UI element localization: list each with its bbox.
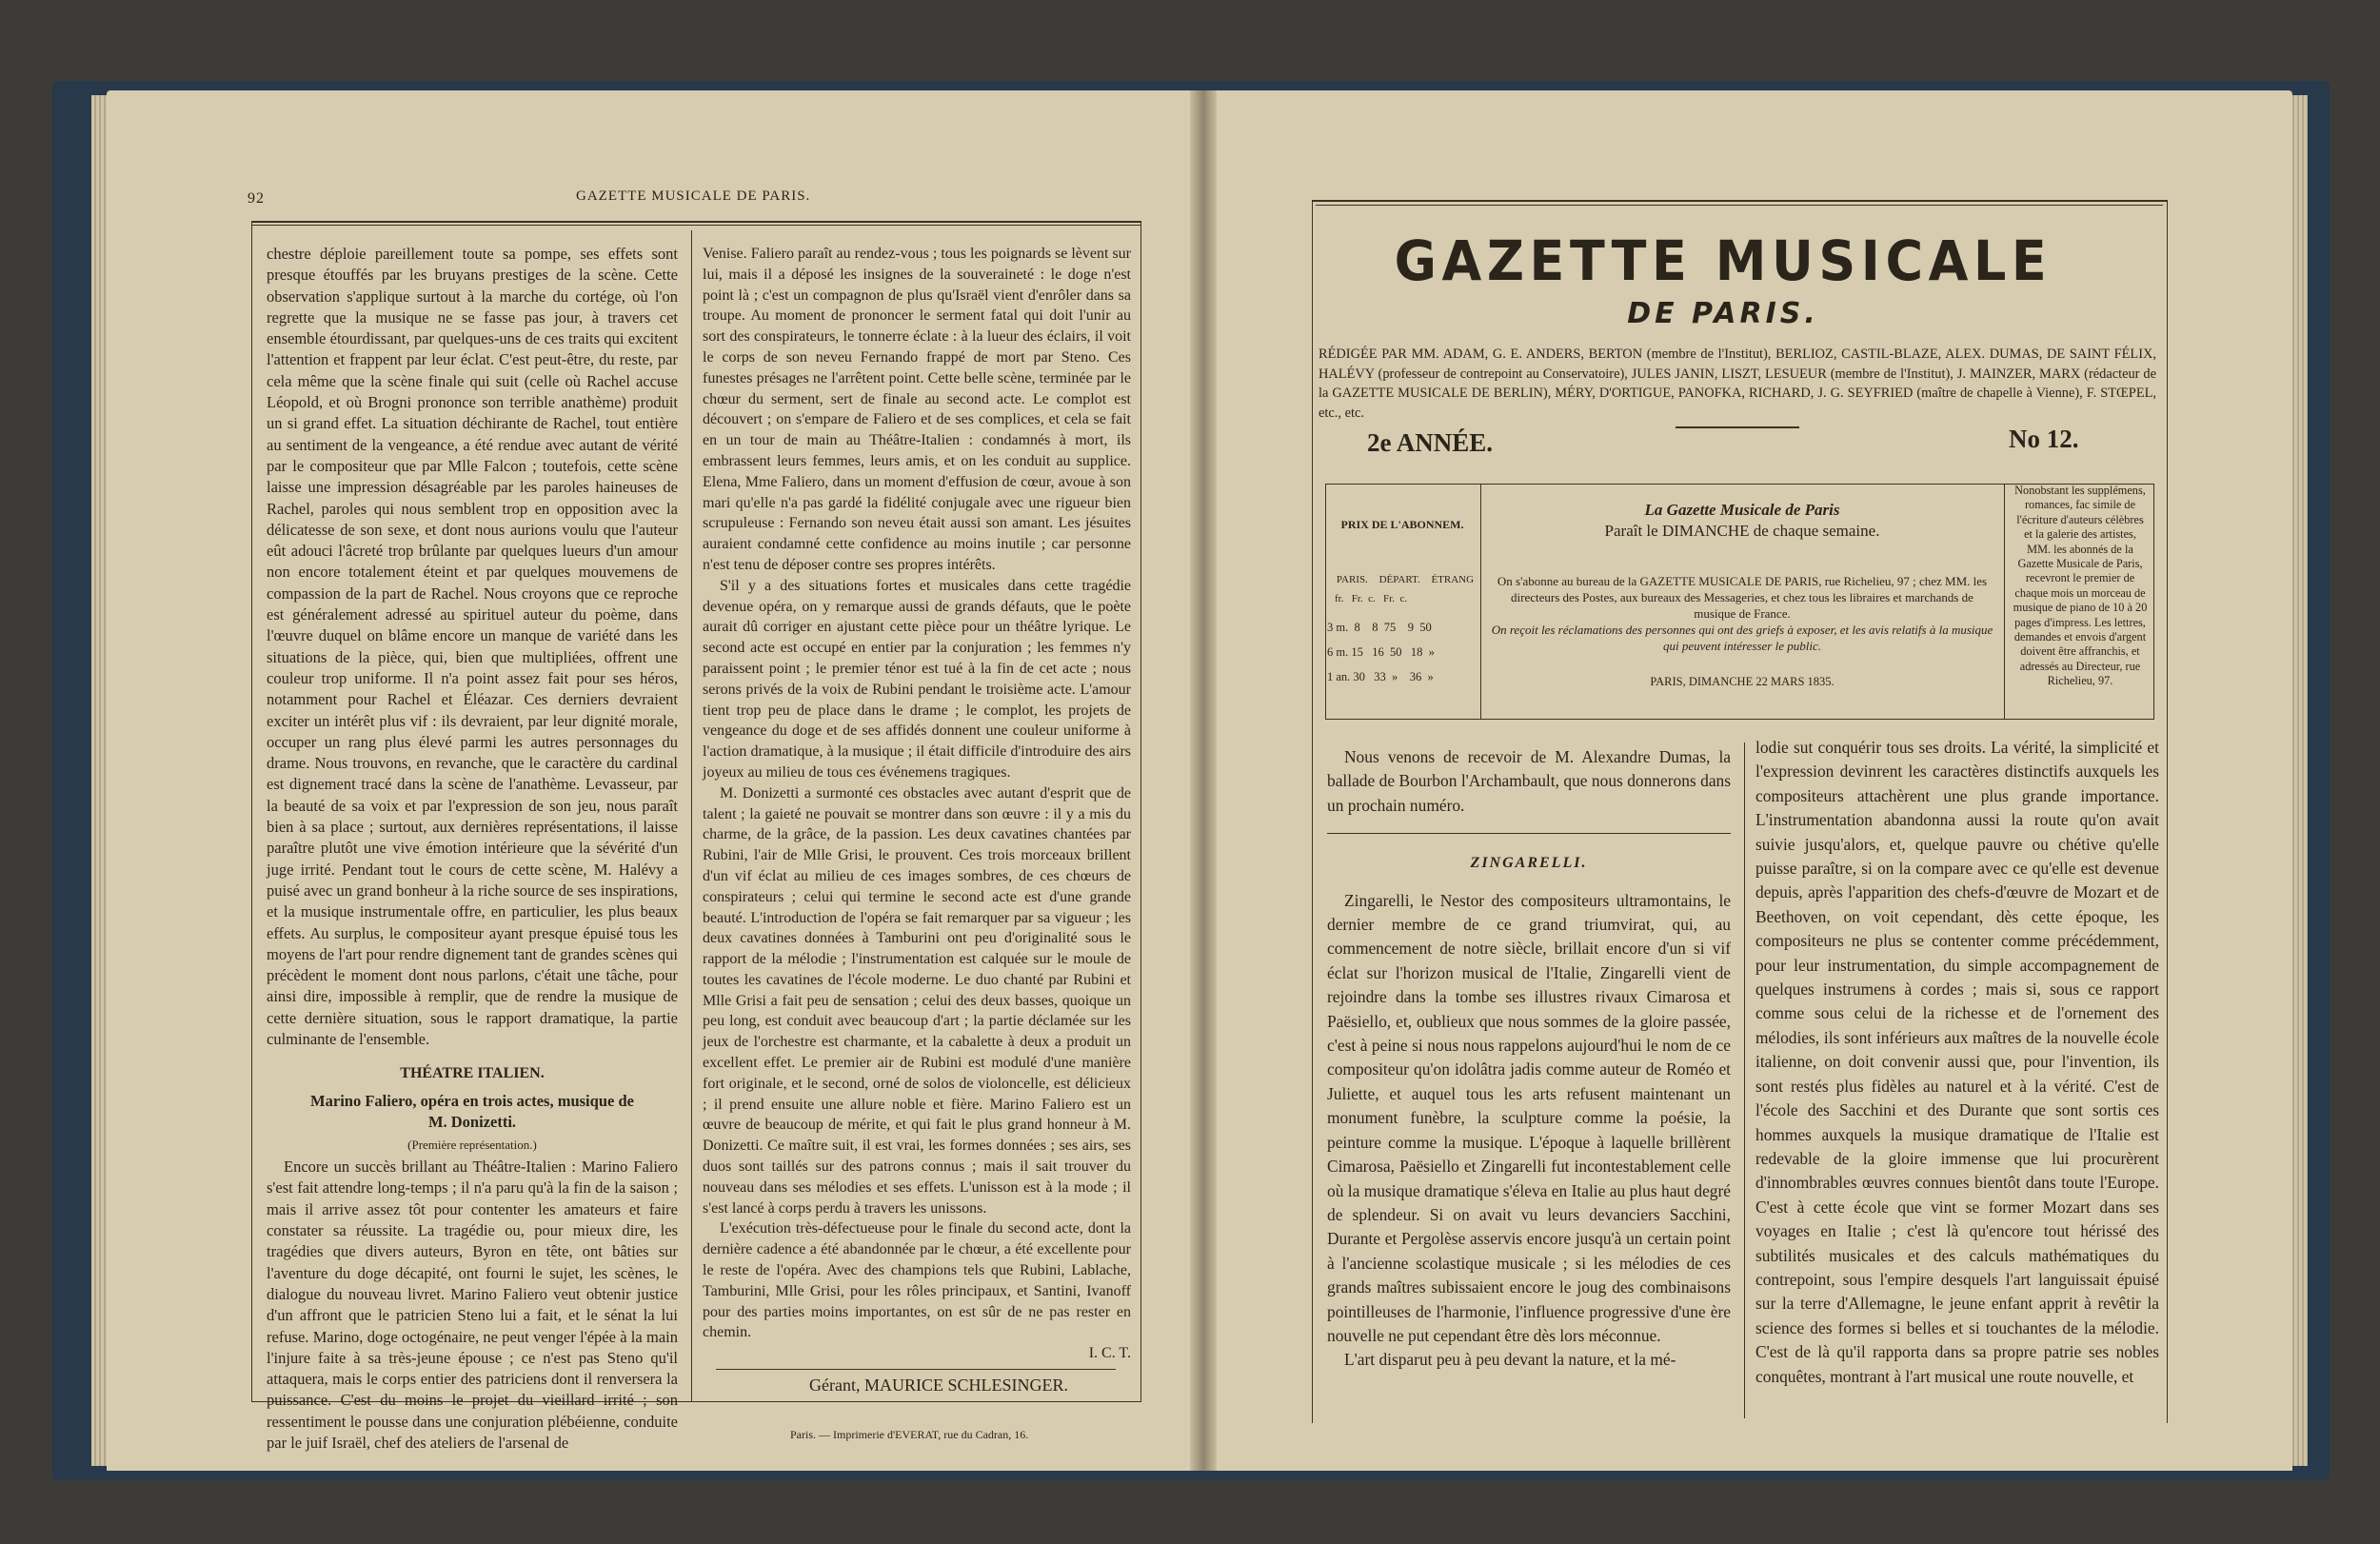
- issue-number: No 12.: [2009, 425, 2079, 453]
- mast-frame-top: [1312, 200, 2167, 202]
- paragraph: Encore un succès brillant au Théâtre-Italien : Marino Faliero s'est fait attendre long-temps ; il n'a paru qu'à la fin de la saison ; mais il arrive assez tôt pour contenter les amateurs et faire constater sa réussite. La tragédie ou, pour mieux dire, les tragédies que divers auteurs, Byron en tête, ont bâties sur l'aventure du doge décapité, ont fourni le sujet, les scènes, le dialogue du nouveau livret. Marino Faliero veut obtenir justice d'un affront que le patricien Steno lui a fait, et le sénat la lui refuse. Marino, doge octogénaire, ne peut venger l'épée à la main l'injure faite à sa très-jeune épouse ; ce n'est pas Steno qu'il attaquera, mais le corps entier des patriciens dont il renversera la puissance. C'est du moins le projet du vieillard irrité ; son ressentiment le pousse dans une conjuration plébéienne, conduite par le juif Israël, chef des ateliers de l'arsenal de: [267, 1158, 678, 1453]
- right-frame-right: [2167, 200, 2168, 1423]
- top-frame-rule-thin: [251, 225, 1141, 226]
- article-note: (Première représentation.): [407, 1138, 537, 1153]
- paragraph: S'il y a des situations fortes et musicales dans cette tragédie devenue opéra, on y remarque aussi de grands défauts, que le poète aurait dû corriger en ajustant cette pièce pour un théâtre lyrique. Le second acte est occupé en entier par la conjuration ; les femmes n'y paraissent point ; le premier ténor est tué à la fin de cet acte ; nous serons privés de la voix de Rubini pendant le troisième acte. L'amour tient trop peu de place dans le drame ; le complot, les projets de vengeance du doge et de ses affidés donnent une couleur uniforme à l'action dramatique, à la musique ; il était difficile d'introduire des airs joyeux au milieu de tous ces événemens tragiques.: [703, 577, 1131, 781]
- issue-date: PARIS, DIMANCHE 22 MARS 1835.: [1650, 675, 1835, 688]
- gerant-line: Gérant, MAURICE SCHLESINGER.: [809, 1376, 1068, 1395]
- running-title: GAZETTE MUSICALE DE PARIS.: [576, 188, 811, 204]
- editors-list: RÉDIGÉE PAR MM. ADAM, G. E. ANDERS, BERTON (membre de l'Institut), BERLIOZ, CASTIL-BLAZE, ALEX. DUMAS, DE SAINT FÉLIX, HALÉVY (professeur de contrepoint au Conservatoire), JULES JANIN, LISZT, LESUEUR (membre de l'Institut), J. MAINZER, MARX (rédacteur de la GAZETTE MUSICALE DE BERLIN), MÉRY, D'ORTIGUE, PANOFKA, RICHARD, J. G. SEYFRIED (maître de chapelle à Vienne), F. STŒPEL, etc., etc.: [1319, 346, 2156, 421]
- price-units: fr. Fr. c. Fr. c.: [1335, 593, 1408, 604]
- price-col-depart: DÉPART.: [1378, 574, 1420, 585]
- signature: I. C. T.: [1088, 1345, 1131, 1362]
- paragraph: M. Donizetti a surmonté ces obstacles avec autant d'esprit que de talent ; la gaieté ne pouvait se montrer dans son œuvre : il y a mis du charme, de la grâce, de la passion. Les deux cavatines chantées par Rubini, l'air de Mlle Grisi, le prouvent. Ces trois morceaux brillent d'un vif éclat au milieu de ces images sombres, de ces chœurs de conspirateurs ; celui qui termine le second acte est d'une grande beauté. L'introduction de l'opéra se fait remarquer par sa vigueur ; les deux cavatines données à Tamburini ont peu d'originalité sous le rapport de la mélodie ; l'instrumentation est calquée sur le moule de toutes les cavatines de l'école moderne. Le duo chanté par Rubini et Mlle Grisi a fait peu de sensation ; celui des deux basses, quoique un peu long, est conduit avec beaucoup d'art ; la partie déclamée sur les jeux de l'orchestre est charmante, et la cabalette à deux a produit un excellent effet. Le premier air de Rubini est modulé d'une manière fort originale, et le second, orné de solos de violoncelle, est délicieux ; il prend ensuite une allure noble et fière. Marino Faliero est un œuvre de beaucoup de mérite, et qui fait le plus grand honneur à M. Donizetti. Ce maître suit, il est vrai, les formes données ; ses airs, ses duos sont taillés sur des patrons connus ; mais il sait trouver du nouveau dans ses mélodies et ses effets. L'unisson est à la mode ; il s'est lancé à corps perdu à travers les unissons.: [703, 784, 1131, 1217]
- right-column-divider: [1744, 742, 1745, 1418]
- right-frame-left: [1312, 200, 1313, 1423]
- price-row: 1 an. 30 33 » 36 »: [1327, 670, 1434, 683]
- left-col-2: [703, 244, 1131, 1364]
- side-note: Nonobstant les supplémens, romances, fac simile de l'écriture d'auteurs célèbres et la galerie des artistes, MM. les abonnés de la Gazette Musicale de Paris, recevront le premier de chaque mois un morceau de musique de piano de 10 à 20 pages d'impress. Les lettres, demandes et envois d'argent doivent être affranchis, et adressés au Directeur, rue Richelieu, 97.: [2013, 484, 2148, 688]
- info-box-left: [1325, 484, 1326, 720]
- info-box-bottom: [1325, 719, 2153, 720]
- price-heading: PRIX DE L'ABONNEM.: [1340, 518, 1464, 531]
- paragraph: L'art disparut peu à peu devant la nature, et la mé-: [1344, 1350, 1676, 1370]
- right-col-1: [1327, 745, 1731, 1373]
- frame-right: [1140, 221, 1141, 1401]
- article-title-2: M. Donizetti.: [427, 1112, 517, 1131]
- zingarelli-heading: ZINGARELLI.: [1470, 855, 1588, 872]
- price-columns: [1331, 567, 1479, 592]
- paragraph: L'exécution très-défectueuse pour le finale du second acte, dont la dernière cadence a été abandonnée par le chœur, a été excellente pour le reste de l'opéra. Avec des champions tels que Rubini, Lablache, Tamburini, Mlle Grisi, pour les rôles principaux, et Santini, Ivanoff pour des parties moins importantes, on est sûr de ne pas rester en chemin.: [703, 1220, 1131, 1341]
- paragraph: lodie sut conquérir tous ses droits. La vérité, la simplicité et l'expression devinrent les caractères distinctifs auxquels les compositeurs attachèrent une plus grande importance. L'instrumentation abandonna aussi la route qu'on avait suivie jusqu'alors, et, quelque pauvre ou chétive qu'elle puisse paraître, si on la compare avec ce qu'elle est devenue depuis, après l'apparition des chefs-d'œuvre de Mozart et de Beethoven, on voit cependant, dès cette époque, les compositeurs ne plus se contenter comme précédemment, pour leur instrumentation, du simple accompagnement de quelques instrumens à cordes ; mais si, sous ce rapport comme sous celui de la richesse et de l'ornement des mélodies, ils sont inférieurs aux maîtres de la nouvelle école italienne, on doit convenir aussi que, pour l'invention, ils sont restés plus fidèles au naturel et à la vérité. C'est de l'école des Sacchini et des Durante que sont sortis ces hommes auxquels la musique dramatique de l'Italie est redevable de la gloire immense que lui procurèrent d'innombrables œuvres connues bientôt dans toute l'Europe. C'est à cette école que vint se former Mozart dans ses voyages en Italie ; c'est là qu'encore tout hérissé des subtilités musicales et des calculs mathématiques du contrepoint, sous l'empire desquels l'art languissait épuisé sur la terre d'Allemagne, le jeune enfant apprit à revêtir la science des formes si belles et si touchantes de la mélodie. C'est de là qu'il rapporta dans sa propre patrie ses nobles conquêtes, montrant à l'art musical une route nouvelle, et: [1755, 738, 2159, 1386]
- column-divider: [691, 230, 692, 1401]
- price-row: 3 m. 8 8 75 9 50: [1327, 621, 1432, 634]
- info-box-right: [2153, 484, 2154, 720]
- subscribe-info: On s'abonne au bureau de la GAZETTE MUSICALE DE PARIS, rue Richelieu, 97 ; chez MM. les directeurs des Postes, aux bureaux des Messageries, et chez tous les libraires et marchands de musique de France.: [1497, 574, 1988, 621]
- article-title: Marino Faliero, opéra en trois actes, musique de: [310, 1091, 634, 1110]
- frame-left: [251, 221, 252, 1401]
- info-center: [1490, 501, 1994, 689]
- masthead-title: GAZETTE MUSICALE: [1394, 228, 2053, 293]
- info-box-divider-2: [2004, 484, 2005, 720]
- price-row: 6 m. 15 16 50 18 »: [1327, 645, 1435, 659]
- book-gutter: [1190, 90, 1217, 1471]
- reclamations-info: On reçoit les réclamations des personnes qui ont des griefs à exposer, et les avis relatifs à la musique qui peuvent intéresser le public.: [1491, 623, 1993, 653]
- gerant-rule: [716, 1369, 1116, 1370]
- year-label: 2e ANNÉE.: [1367, 428, 1494, 457]
- mast-frame-top-inner: [1316, 205, 2163, 206]
- price-col-paris: PARIS.: [1336, 574, 1368, 585]
- section-heading: THÉATRE ITALIEN.: [400, 1065, 545, 1082]
- notice-rule: [1327, 833, 1731, 834]
- publish-day: Paraît le DIMANCHE de chaque semaine.: [1604, 522, 1880, 540]
- page-number: 92: [248, 190, 265, 207]
- imprint: Paris. — Imprimerie d'EVERAT, rue du Cadran, 16.: [790, 1428, 1029, 1441]
- paragraph: Venise. Faliero paraît au rendez-vous ; tous les poignards se lèvent sur lui, mais il a déposé les insignes de la souveraineté : le doge n'est point là ; c'est un compagnon de plus qu'Israël vient d'enrôler dans sa troupe. Au moment de prononcer le serment fatal qui doit l'unir au sort des conspirateurs, le tonnerre éclate : à la lueur des éclairs, il voit le corps de son neveu Fernando frappé de mort par Steno. Ces funestes présages ne l'arrêtent point. Cette belle scène, terminée par le chœur du serment, sert de finale au second acte. Le complot est découvert ; on s'empare de Faliero et de ses complices, et cela se fait en un tour de main au Théâtre-Italien : condamnés à mort, ils embrassent leurs femmes, leurs amis, et on les conduit au supplice. Elena, Mme Faliero, dans un moment d'effusion de cœur, avoue à son mari qu'elle n'a pas gardé la fidélité conjugale avec une rigueur bien scrupuleuse : Fernando son neveu était aussi son amant. Les jésuites auraient condamné cette confidence au moins inutile ; car personne n'est tenu de déposer contre ses propres intérêts.: [703, 246, 1131, 573]
- masthead-subtitle: DE PARIS.: [1627, 297, 1819, 330]
- info-box-divider-1: [1480, 484, 1481, 720]
- notice: Nous venons de recevoir de M. Alexandre Dumas, la ballade de Bourbon l'Archambault, que nous donnerons dans un prochain numéro.: [1327, 747, 1731, 815]
- left-col-1: [267, 244, 678, 1454]
- paragraph: chestre déploie pareillement toute sa pompe, ses effets sont presque étouffés par les bruyans prestiges de la scène. Cette observation s'applique surtout à la marche du cortége, où l'on regrette que la musique ne se fasse pas jour, à travers cet ensemble étourdissant, par quelques-uns de ces traits qui excitent l'attention et frappent par leur éclat. C'est peut-être, du reste, par cela même que la scène finale qui suit (celle où Rachel accuse Léopold, et où Brogni prononce son terrible anathème) produit un si grand effet. La situation déchirante de Rachel, tout entière au sentiment de la vengeance, a été rendue avec autant de vérité par le compositeur que par Mlle Falcon ; toutefois, cette scène laisse une impression désagréable par les paroles haineuses de Rachel, paroles qui nous semblent trop en opposition avec la délicatesse de son sexe, et dont nous aurions voulu que l'auteur eût adouci l'âcreté trop brûlante par quelques lueurs d'un amour non encore totalement éteint et par quelques mouvemens de compassion de la part de Rachel. Nous croyons que ce reproche est généralement adressé au spirituel auteur du poème, dans l'œuvre duquel on blâme encore un manque de variété dans les situations de la pièce, qui, bien que multipliées, offrent une couleur trop uniforme. Il n'a point assez fait pour ses héros, notamment pour Rachel et Éléazar. Ces derniers devraient exciter un intérêt plus vif : ils devraient, par leur dignité morale, occuper un rang plus élevé parmi les autres personnages du drame. Nous trouvons, en revanche, que le caractère du cardinal est dignement tracé dans la scène de l'anathème. Levasseur, par la beauté de sa voix et par l'expression de son jeu, nous paraît bien à sa place ; surtout, aux dernières représentations, il laisse paraître plutôt une vive émotion intérieure que la sévérité d'un juge irrité. Pendant tout le cours de cette scène, M. Halévy a puisé avec un grand bonheur à la riche source de ses inspirations, et la musique instrumentale offre, en particulier, les plus beaux effets. Au surplus, le compositeur ayant presque épuisé tous les moyens de l'art pour rendre dignement tant de grandes scènes qui précèdent le moment dont nous parlons, c'était une tâche, pour ainsi dire, impossible à remplir, que de rendre la musique de cette dernière situation, sous le rapport dramatique, la partie culminante de l'ensemble.: [267, 245, 678, 1048]
- top-frame-rule: [251, 221, 1141, 223]
- paragraph: Zingarelli, le Nestor des compositeurs ultramontains, le dernier membre de ce grand triumvirat, qui, au commencement de notre siècle, brillait encore d'un si vif éclat sur l'horizon musical de l'Italie, Zingarelli vient de rejoindre dans la tombe ses illustres rivaux Cimarosa et Paësiello, et, oublieux que nous sommes de la gloire passée, c'est à peine si nous nous rappelons aujourd'hui le nom de ce compositeur qu'on idolâtra jadis comme auteur de Roméo et Juliette, et auquel tous les arts refusent maintenant un monument funèbre, la sculpture comme la poésie, la peinture comme la musique. L'époque à laquelle brillèrent Cimarosa, Paësiello et Zingarelli fut incontestablement celle où la musique dramatique s'éleva en Italie au plus haut degré de splendeur. Si on avait vu leurs devanciers Sacchini, Durante et Pergolèse asservis encore jusqu'à un certain point à l'ancienne scolastique musicale ; si les mélodies de ces grands maîtres subissaient encore le joug des combinaisons pointilleuses de l'harmonie, l'influence progressive d'une ère nouvelle ne put cependant être dès lors méconnue.: [1327, 890, 1731, 1345]
- price-col-etranger: ÉTRANG: [1431, 574, 1475, 585]
- right-col-2: [1755, 736, 2159, 1389]
- ornament-rule: [1676, 426, 1799, 428]
- gazette-name: La Gazette Musicale de Paris: [1644, 501, 1840, 519]
